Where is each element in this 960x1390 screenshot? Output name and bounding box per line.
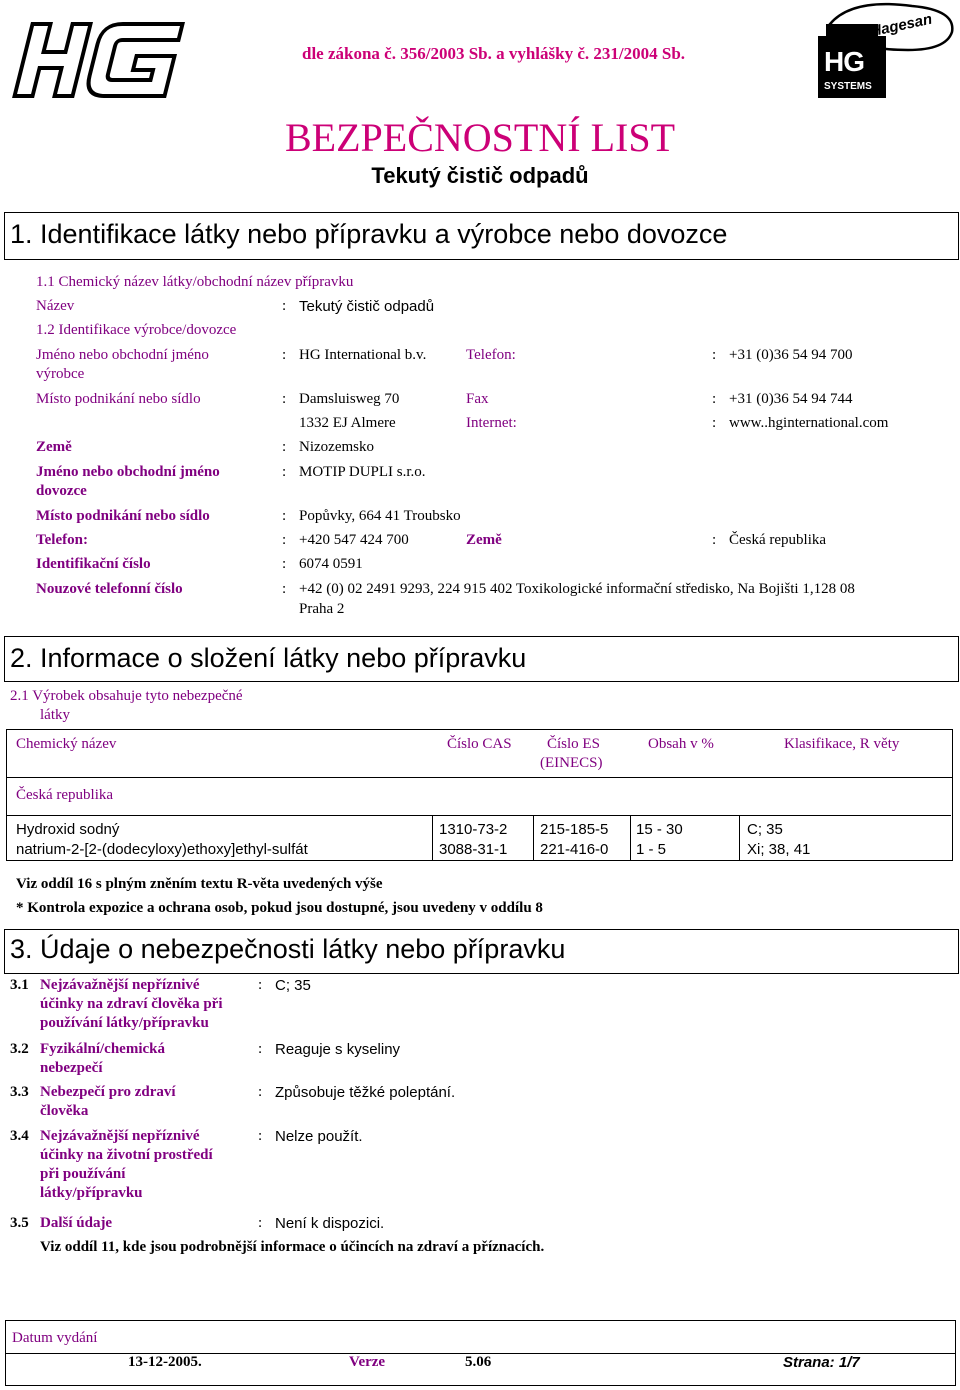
col-classification: Klasifikace, R věty [784, 736, 900, 752]
id-number-label: Identifikační číslo [36, 556, 151, 572]
id-number-value: 6074 0591 [299, 556, 363, 572]
phone-value: +31 (0)36 54 94 700 [729, 347, 853, 363]
document-title: BEZPEČNOSTNÍ LIST [285, 115, 675, 160]
name-label: Název [36, 298, 75, 314]
note-exposure-control: * Kontrola expozice a ochrana osob, pokud jsou dostupné, jsou uvedeny v oddílu 8 [16, 900, 543, 916]
importer-country-value: Česká republika [729, 532, 827, 548]
issue-date-label: Datum vydání [12, 1330, 98, 1346]
col-es: Číslo ES [547, 736, 600, 752]
item-3-3-label: Nebezpečí pro zdraví [40, 1084, 176, 1100]
item-3-2-number: 3.2 [10, 1041, 29, 1057]
seat-value: Damsluisweg 70 [299, 391, 400, 407]
fax-value: +31 (0)36 54 94 744 [729, 391, 853, 407]
subsection-2-1-line2: látky [40, 707, 70, 723]
internet-label: Internet: [466, 415, 517, 431]
item-3-4-label-4: látky/přípravku [40, 1185, 143, 1201]
section-2-title: 2. Informace o složení látky nebo přípravku [10, 643, 527, 673]
column-divider [739, 815, 740, 860]
row-2-classification: Xi; 38, 41 [747, 841, 811, 858]
emergency-phone-value-2: Praha 2 [299, 601, 345, 617]
importer-country-label: Země [466, 532, 502, 548]
footer-box [5, 1320, 956, 1386]
row-1-classification: C; 35 [747, 821, 783, 838]
name-value: Tekutý čistič odpadů [299, 298, 435, 315]
hagesan-label: Hagesan [868, 10, 934, 41]
item-3-4-value: Nelze použít. [275, 1128, 363, 1145]
issue-date-value: 13-12-2005. [128, 1354, 202, 1370]
item-3-4-label-2: účinky na životní prostředí [40, 1147, 213, 1163]
subsection-1-2: 1.2 Identifikace výrobce/dovozce [36, 322, 237, 338]
item-3-4-label: Nejzávažnější nepříznivé [40, 1128, 200, 1144]
subsection-2-1: 2.1 Výrobek obsahuje tyto nebezpečné [10, 688, 243, 704]
item-3-1-label-3: používání látky/přípravku [40, 1015, 209, 1031]
col-cas: Číslo CAS [447, 736, 512, 752]
row-1-cas: 1310-73-2 [439, 821, 508, 838]
importer-label: Jméno nebo obchodní jméno [36, 464, 220, 480]
emergency-phone-label: Nouzové telefonní číslo [36, 581, 183, 597]
version-value: 5.06 [465, 1354, 492, 1370]
badge-hg-text: HG [824, 46, 864, 77]
fax-label: Fax [466, 391, 489, 407]
manufacturer-label-2: výrobce [36, 366, 85, 382]
emergency-phone-value: +42 (0) 02 2491 9293, 224 915 402 Toxikologické informační středisko, Na Bojišti 1,128 08 [299, 581, 855, 597]
manufacturer-value: HG International b.v. [299, 347, 427, 363]
version-label: Verze [349, 1354, 386, 1370]
note-r-phrases: Viz oddíl 16 s plným zněním textu R-věta uvedených výše [16, 876, 383, 892]
importer-phone-label: Telefon: [36, 532, 88, 548]
subsection-1-1: 1.1 Chemický název látky/obchodní název přípravku [36, 274, 354, 290]
col-einecs: (EINECS) [540, 755, 603, 771]
hg-systems-badge [812, 2, 958, 100]
page-number: Strana: 1/7 [783, 1354, 860, 1371]
internet-value: www..hginternational.com [729, 415, 889, 431]
col-chemical-name: Chemický název [16, 736, 117, 752]
section-3-title: 3. Údaje o nebezpečnosti látky nebo přípravku [10, 934, 566, 964]
badge-systems-text: SYSTEMS [824, 81, 872, 92]
item-3-1-label: Nejzávažnější nepříznivé [40, 977, 200, 993]
item-3-2-label: Fyzikální/chemická [40, 1041, 165, 1057]
item-3-5-value: Není k dispozici. [275, 1215, 385, 1232]
product-subtitle: Tekutý čistič odpadů [371, 163, 589, 188]
manufacturer-label: Jméno nebo obchodní jméno [36, 347, 209, 363]
item-3-4-number: 3.4 [10, 1128, 29, 1144]
country-label: Země [36, 439, 72, 455]
table-divider [6, 815, 951, 816]
law-reference: dle zákona č. 356/2003 Sb. a vyhlášky č. 231/2004 Sb. [302, 44, 686, 63]
importer-seat-value: Popůvky, 664 41 Troubsko [299, 508, 461, 524]
country-row: Česká republika [16, 787, 114, 803]
item-3-2-value: Reaguje s kyseliny [275, 1041, 401, 1058]
composition-table [6, 729, 953, 863]
item-3-2-label-2: nebezpečí [40, 1060, 103, 1076]
item-3-1-number: 3.1 [10, 977, 29, 993]
row-2-name: natrium-2-[2-(dodecyloxy)ethoxy]ethyl-sulfát [16, 841, 308, 858]
note-section-11: Viz oddíl 11, kde jsou podrobnější informace o účincích na zdraví a příznacích. [40, 1239, 545, 1255]
hg-logo-graphic [5, 14, 185, 104]
row-2-es: 221-416-0 [540, 841, 609, 858]
item-3-4-label-3: při používání [40, 1166, 126, 1182]
importer-seat-label: Místo podnikání nebo sídlo [36, 508, 210, 524]
column-divider [630, 815, 631, 860]
item-3-1-label-2: účinky na zdraví člověka při [40, 996, 223, 1012]
seat-value-2: 1332 EJ Almere [299, 415, 396, 431]
hg-logo [5, 14, 185, 104]
row-1-name: Hydroxid sodný [16, 821, 120, 838]
column-divider [533, 815, 534, 860]
item-3-3-number: 3.3 [10, 1084, 29, 1100]
country-value: Nizozemsko [299, 439, 374, 455]
item-3-5-number: 3.5 [10, 1215, 29, 1231]
importer-label-2: dovozce [36, 483, 87, 499]
item-3-5-label: Další údaje [40, 1215, 113, 1231]
item-3-1-value: C; 35 [275, 977, 311, 994]
seat-label: Místo podnikání nebo sídlo [36, 391, 201, 407]
item-3-3-value: Způsobuje těžké poleptání. [275, 1084, 456, 1101]
importer-phone-value: +420 547 424 700 [299, 532, 409, 548]
row-2-content: 1 - 5 [636, 841, 667, 858]
importer-value: MOTIP DUPLI s.r.o. [299, 464, 426, 480]
row-2-cas: 3088-31-1 [439, 841, 508, 858]
item-3-3-label-2: člověka [40, 1103, 89, 1119]
section-1-title: 1. Identifikace látky nebo přípravku a výrobce nebo dovozce [10, 219, 728, 249]
row-1-es: 215-185-5 [540, 821, 609, 838]
phone-label: Telefon: [466, 347, 516, 363]
column-divider [432, 815, 433, 860]
row-1-content: 15 - 30 [636, 821, 683, 838]
col-content: Obsah v % [648, 736, 714, 752]
